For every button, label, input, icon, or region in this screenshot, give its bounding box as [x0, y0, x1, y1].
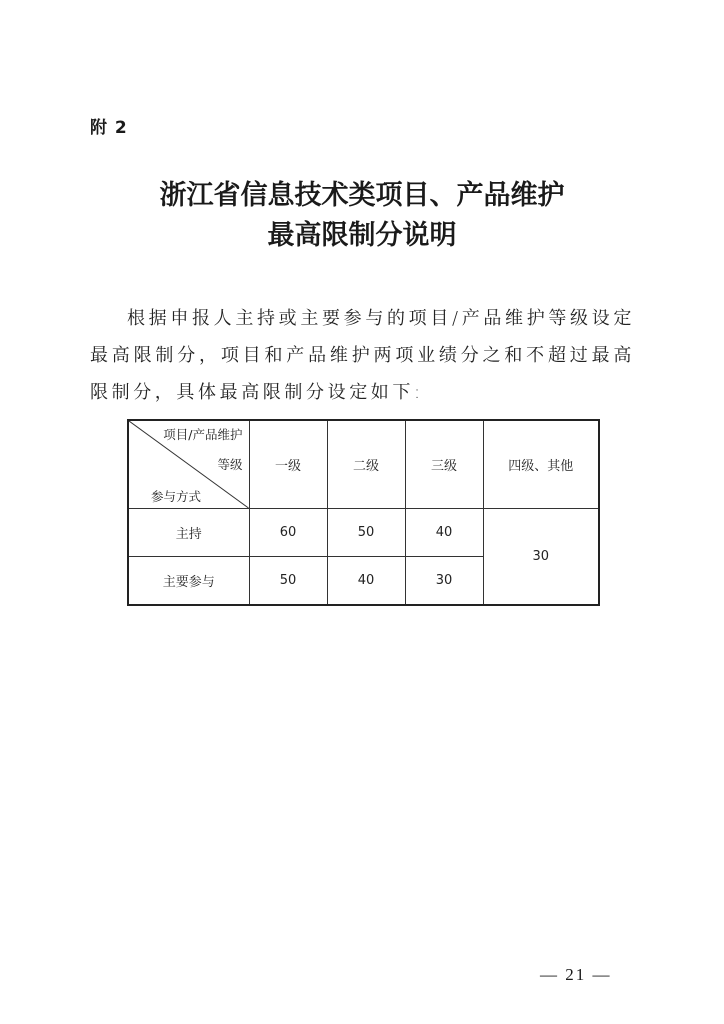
diag-label-project: 项目/产品维护 — [163, 427, 243, 442]
row-label: 主持 — [128, 509, 249, 557]
diag-label-participation: 参与方式 — [151, 489, 202, 504]
column-header: 二级 — [327, 420, 405, 509]
column-header: 一级 — [249, 420, 327, 509]
page-number: — 21 — — [540, 965, 612, 984]
attachment-label: 附 2 — [90, 118, 128, 138]
column-header: 四级、其他 — [483, 420, 599, 509]
table-header-row — [128, 420, 599, 509]
paragraph-text: 根据申报人主持或主要参与的项目/产品维护等级设定最高限制分，项目和产品维护两项业绩分之和不超过最高限制分，具体最高限制分设定如下: — [90, 308, 635, 403]
column-header: 三级 — [405, 420, 483, 509]
body-paragraph — [90, 300, 635, 411]
document-title-line2: 最高限制分说明 — [267, 220, 457, 251]
table-cell: 50 — [249, 557, 327, 605]
score-limit-table — [127, 419, 600, 606]
document-title-line1: 浙江省信息技术类项目、产品维护 — [159, 180, 565, 211]
table-cell: 40 — [327, 557, 405, 605]
diagonal-header-cell — [128, 420, 249, 509]
row-label: 主要参与 — [128, 557, 249, 605]
table-cell: 30 — [405, 557, 483, 605]
merged-cell: 30 — [483, 509, 599, 605]
table-cell: 50 — [327, 509, 405, 557]
table-row — [128, 509, 599, 557]
diag-label-level: 等级 — [217, 457, 243, 472]
table-cell: 60 — [249, 509, 327, 557]
table-cell: 40 — [405, 509, 483, 557]
